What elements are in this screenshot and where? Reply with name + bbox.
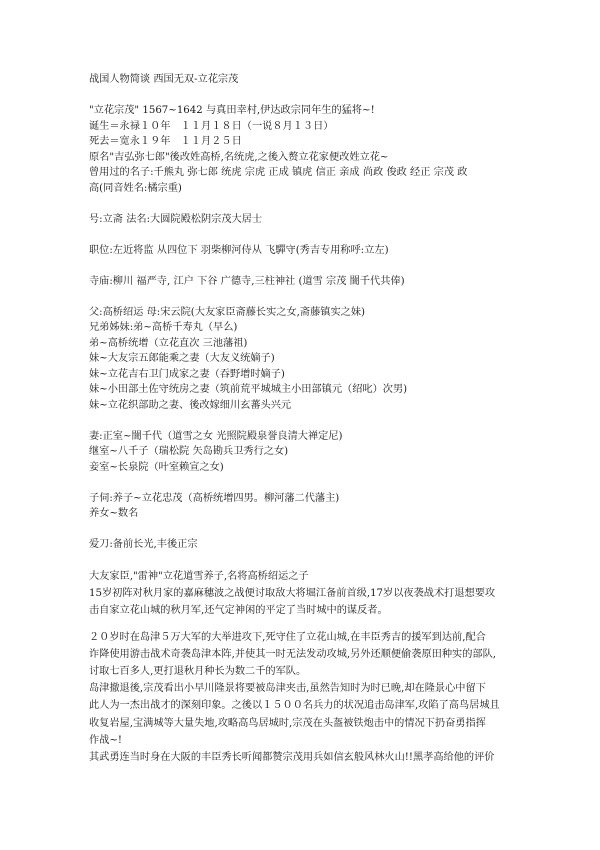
former-names-line-cont: 高(同音姓名:橘宗重) [89,182,182,194]
biography-line: 收复岩屋,宝满城等大量失地,攻略高鸟居城时,宗茂在头盔被铁炮击中的情况下扔奋勇指挥 [89,717,486,729]
biography-line: 诈降使用游击战术奇袭岛津本阵,并使其一时无法发动攻城,另外还顺便偷袭原田种实的部队, [89,648,497,660]
family-line: 妹~立花织部助之妻、後改嫁细川玄蕃头兴元 [89,399,292,411]
biography-line: 击自家立花山城的秋月军,还气定神闲的平定了当时城中的谋反者。 [89,605,388,617]
biography-line: 讨取七百多人,更打退秋月种长为数二千的军队。 [89,665,307,677]
biography-line: 作战~! [89,734,123,746]
family-line: 兄弟姊妹:弟~高桥千寿丸（早么) [89,322,238,333]
family-section [89,305,521,414]
birth-line: 诞生＝永禄１０年 １１月１８日（一说８月１３日） [89,120,334,132]
family-line: 父:高桥绍运 母:宋云院(大友家臣斋藤长实之女,斋藤镇实之妹) [89,306,365,318]
biography-line: 大友家臣,"雷神"立花道雪养子,名将高桥绍运之子 [89,571,309,582]
family-line: 妹~小田部土佐守统房之妻（筑前荒平城城主小田部镇元（绍叱）次男) [89,384,408,395]
biography-line: ２０岁时在岛津５万大军的大举进攻下,死守住了立花山城,在丰臣秀吉的援军到达前,配合 [89,631,486,643]
biography-line: 此人为一杰出战才的深刻印象。之後以１５００名兵力的状况追击岛津军,攻陷了高鸟居城且 [89,700,500,712]
biography-paragraph-1 [89,568,521,620]
alias-line: 号:立斋 法名:大圆院殿松阴宗茂大居士 [89,213,263,225]
intro-line: "立花宗茂" 1567~1642 与真田幸村,伊达政宗同年生的猛将~! [89,105,375,116]
former-names-line: 曾用过的名子:千熊丸 弥七郎 统虎 宗虎 正成 镇虎 信正 亲成 尚政 俊政 经正 宗茂 政 [89,167,468,178]
family-line: 弟~高桥统增（立花直次 三池藩祖) [89,337,248,349]
biography-line: 其武勇连当时身在大阪的丰臣秀长听闻都赞宗茂用兵如信玄般风林火山!!黑孝高给他的评价 [89,751,495,763]
biography-line: 15岁初阵对秋月家的嘉麻穗波之战便讨取敌大将堀江备前首级,17岁以夜袭战术打退想要攻 [89,588,496,600]
family-line: 妹~立花吉右卫门成家之妻（吞野增时嫡子) [89,368,285,380]
wives-section [89,429,521,476]
family-line: 妹~大友宗五郎能乘之妻（大友义统嫡子) [89,353,275,364]
children-section [89,491,521,522]
temples-line: 寺庙:柳川 福严寺, 江户 下谷 广德寺,三柱神社 (道雪 宗茂 闇千代共俸) [89,275,405,287]
document-body [89,72,521,766]
death-line: 死去＝宽永１９年 １１月２５日 [89,136,242,147]
swords-line: 爱刀:备前长光,丰後正宗 [89,539,198,550]
original-name-line: 原名"吉弘弥七郎"後改姓高桥,名统虎,之後入赘立花家便改姓立花~ [89,151,389,163]
wife-line: 继室~八千子（瑞松院 矢岛勘兵卫秀行之女) [89,446,289,457]
document-title: 战国人物简谈 西国无双-立花宗茂 [89,74,239,85]
wife-line: 妾室~长泉院（叶室赖宣之女) [89,461,224,473]
child-line: 养女~数名 [89,508,139,519]
biography-line: 岛津撤退後,宗茂看出小早川隆景将要被岛津夹击,虽然告知时为时已晚,却在隆景心中留下 [89,683,486,695]
biography-paragraph-2 [89,629,521,767]
child-line: 子伺:养子~立花忠茂（高桥统增四男。柳河藩二代藩主) [89,492,340,504]
wife-line: 妻:正室~闇千代（道雪之女 光照院殿泉誉良清大禅定尼) [89,430,343,442]
positions-line: 职位:左近将监 从四位下 羽柴柳河侍从 飞驒守(秀吉专用称呼:立左) [89,244,389,256]
